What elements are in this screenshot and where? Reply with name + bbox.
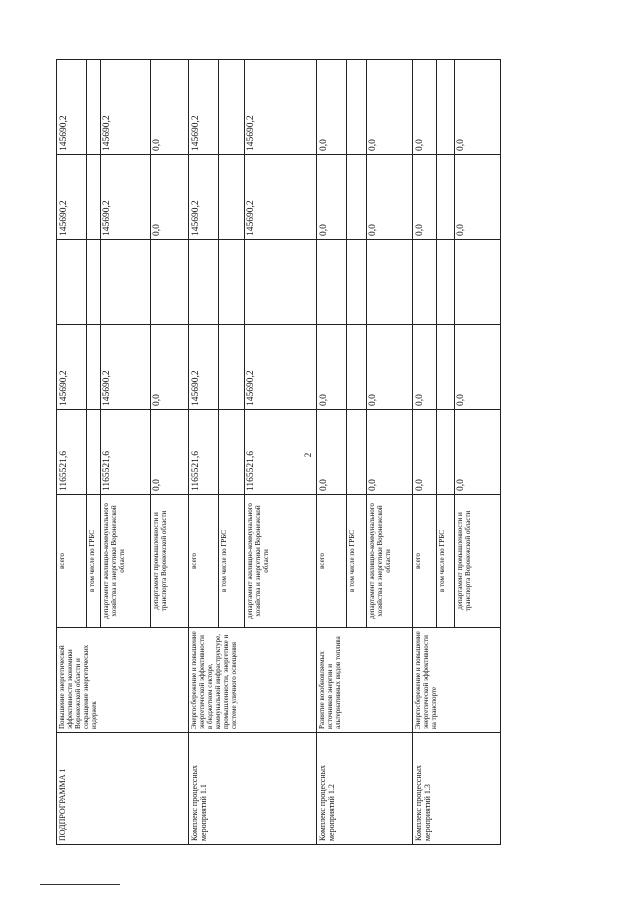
amount-cell-v1: 0,0 bbox=[317, 410, 347, 495]
amount-cell-v3 bbox=[367, 240, 413, 325]
amount-cell-v3 bbox=[347, 240, 367, 325]
amount-cell-v1 bbox=[87, 410, 101, 495]
amount-cell-v2: 145690,2 bbox=[245, 325, 317, 410]
amount-cell-v2: 0,0 bbox=[413, 325, 437, 410]
program-name-cell: ПОДПРОГРАММА 1 bbox=[57, 733, 189, 845]
amount-cell-v3 bbox=[455, 240, 501, 325]
amount-cell-v2: 0,0 bbox=[455, 325, 501, 410]
amount-cell-v1: 1165521,6 bbox=[189, 410, 219, 495]
amount-cell-v3 bbox=[151, 240, 189, 325]
amount-cell-v5: 145690,2 bbox=[57, 60, 87, 155]
amount-cell-v1: 0,0 bbox=[455, 410, 501, 495]
funding-source-label: в том числе по ГРБС bbox=[437, 495, 455, 628]
amount-cell-v4: 145690,2 bbox=[57, 155, 87, 240]
amount-cell-v2: 0,0 bbox=[317, 325, 347, 410]
program-description-cell: Энергосбережение и повышение энергетической эффективности в бюджетном секторе, коммунальной инфраструктуре, промышленности, энергетике и системе уличного освещения bbox=[189, 628, 317, 733]
amount-cell-v2: 145690,2 bbox=[101, 325, 151, 410]
amount-cell-v2: 0,0 bbox=[367, 325, 413, 410]
amount-cell-v1: 0,0 bbox=[367, 410, 413, 495]
amount-cell-v3 bbox=[245, 240, 317, 325]
table-row bbox=[189, 60, 219, 845]
amount-cell-v3 bbox=[57, 240, 87, 325]
table-row bbox=[413, 60, 437, 845]
amount-cell-v4: 0,0 bbox=[413, 155, 437, 240]
amount-cell-v2: 145690,2 bbox=[189, 325, 219, 410]
table-row bbox=[57, 60, 87, 845]
amount-cell-v5: 145690,2 bbox=[245, 60, 317, 155]
amount-cell-v4: 0,0 bbox=[151, 155, 189, 240]
amount-cell-v3 bbox=[87, 240, 101, 325]
amount-cell-v4: 145690,2 bbox=[189, 155, 219, 240]
funding-source-label: всего bbox=[413, 495, 437, 628]
funding-source-label: всего bbox=[57, 495, 87, 628]
amount-cell-v1: 0,0 bbox=[151, 410, 189, 495]
amount-cell-v5: 145690,2 bbox=[189, 60, 219, 155]
amount-cell-v3 bbox=[189, 240, 219, 325]
amount-cell-v2: 0,0 bbox=[151, 325, 189, 410]
amount-cell-v5 bbox=[437, 60, 455, 155]
amount-cell-v3 bbox=[219, 240, 245, 325]
funding-source-label: всего bbox=[317, 495, 347, 628]
amount-cell-v3 bbox=[437, 240, 455, 325]
program-name-cell: Комплекс процессных мероприятий 1.3 bbox=[413, 733, 501, 845]
funding-source-label: департамент жилищно-коммунального хозяйства и энергетики Воронежской области bbox=[245, 495, 317, 628]
funding-source-label: в том числе по ГРБС bbox=[87, 495, 101, 628]
amount-cell-v4: 0,0 bbox=[317, 155, 347, 240]
table-row bbox=[317, 60, 347, 845]
amount-cell-v3 bbox=[101, 240, 151, 325]
amount-cell-v1 bbox=[347, 410, 367, 495]
amount-cell-v4 bbox=[347, 155, 367, 240]
amount-cell-v5: 0,0 bbox=[317, 60, 347, 155]
amount-cell-v4: 0,0 bbox=[455, 155, 501, 240]
funding-source-label: всего bbox=[189, 495, 219, 628]
amount-cell-v3 bbox=[317, 240, 347, 325]
funding-source-label: департамент промышленности и транспорта Воронежской области bbox=[455, 495, 501, 628]
program-description-cell: Развитие возобновляемых источников энергии и альтернативных видов топлива bbox=[317, 628, 413, 733]
amount-cell-v4: 145690,2 bbox=[245, 155, 317, 240]
funding-source-label: в том числе по ГРБС bbox=[347, 495, 367, 628]
program-name-cell: Комплекс процессных мероприятий 1.2 bbox=[317, 733, 413, 845]
amount-cell-v3 bbox=[413, 240, 437, 325]
amount-cell-v4 bbox=[437, 155, 455, 240]
amount-cell-v4 bbox=[219, 155, 245, 240]
amount-cell-v5: 0,0 bbox=[413, 60, 437, 155]
page-number: 2 bbox=[303, 452, 313, 458]
amount-cell-v4 bbox=[87, 155, 101, 240]
amount-cell-v5 bbox=[219, 60, 245, 155]
amount-cell-v1: 1165521,6 bbox=[245, 410, 317, 495]
funding-source-label: в том числе по ГРБС bbox=[219, 495, 245, 628]
rotated-table-container bbox=[56, 60, 525, 845]
amount-cell-v1 bbox=[219, 410, 245, 495]
amount-cell-v4: 145690,2 bbox=[101, 155, 151, 240]
amount-cell-v2 bbox=[87, 325, 101, 410]
amount-cell-v4: 0,0 bbox=[367, 155, 413, 240]
program-description-cell: Энергосбережение и повышение энергетической эффективности на транспорте bbox=[413, 628, 501, 733]
amount-cell-v5 bbox=[87, 60, 101, 155]
amount-cell-v5: 145690,2 bbox=[101, 60, 151, 155]
funding-source-label: департамент жилищно-коммунального хозяйства и энергетики Воронежской области bbox=[101, 495, 151, 628]
amount-cell-v5: 0,0 bbox=[455, 60, 501, 155]
financing-table bbox=[56, 59, 501, 845]
funding-source-label: департамент промышленности и транспорта Воронежской области bbox=[151, 495, 189, 628]
amount-cell-v2 bbox=[219, 325, 245, 410]
amount-cell-v5: 0,0 bbox=[151, 60, 189, 155]
amount-cell-v1: 1165521,6 bbox=[57, 410, 87, 495]
amount-cell-v1: 0,0 bbox=[413, 410, 437, 495]
amount-cell-v5: 0,0 bbox=[367, 60, 413, 155]
footnote-rule bbox=[40, 884, 120, 885]
amount-cell-v1: 1165521,6 bbox=[101, 410, 151, 495]
program-description-cell: Повышение энергетической эффективности экономики Воронежской области и сокращение энергетических издержек bbox=[57, 628, 189, 733]
amount-cell-v5 bbox=[347, 60, 367, 155]
amount-cell-v2: 145690,2 bbox=[57, 325, 87, 410]
amount-cell-v2 bbox=[437, 325, 455, 410]
amount-cell-v2 bbox=[347, 325, 367, 410]
funding-source-label: департамент жилищно-коммунального хозяйства и энергетики Воронежской области bbox=[367, 495, 413, 628]
program-name-cell: Комплекс процессных мероприятий 1.1 bbox=[189, 733, 317, 845]
amount-cell-v1 bbox=[437, 410, 455, 495]
